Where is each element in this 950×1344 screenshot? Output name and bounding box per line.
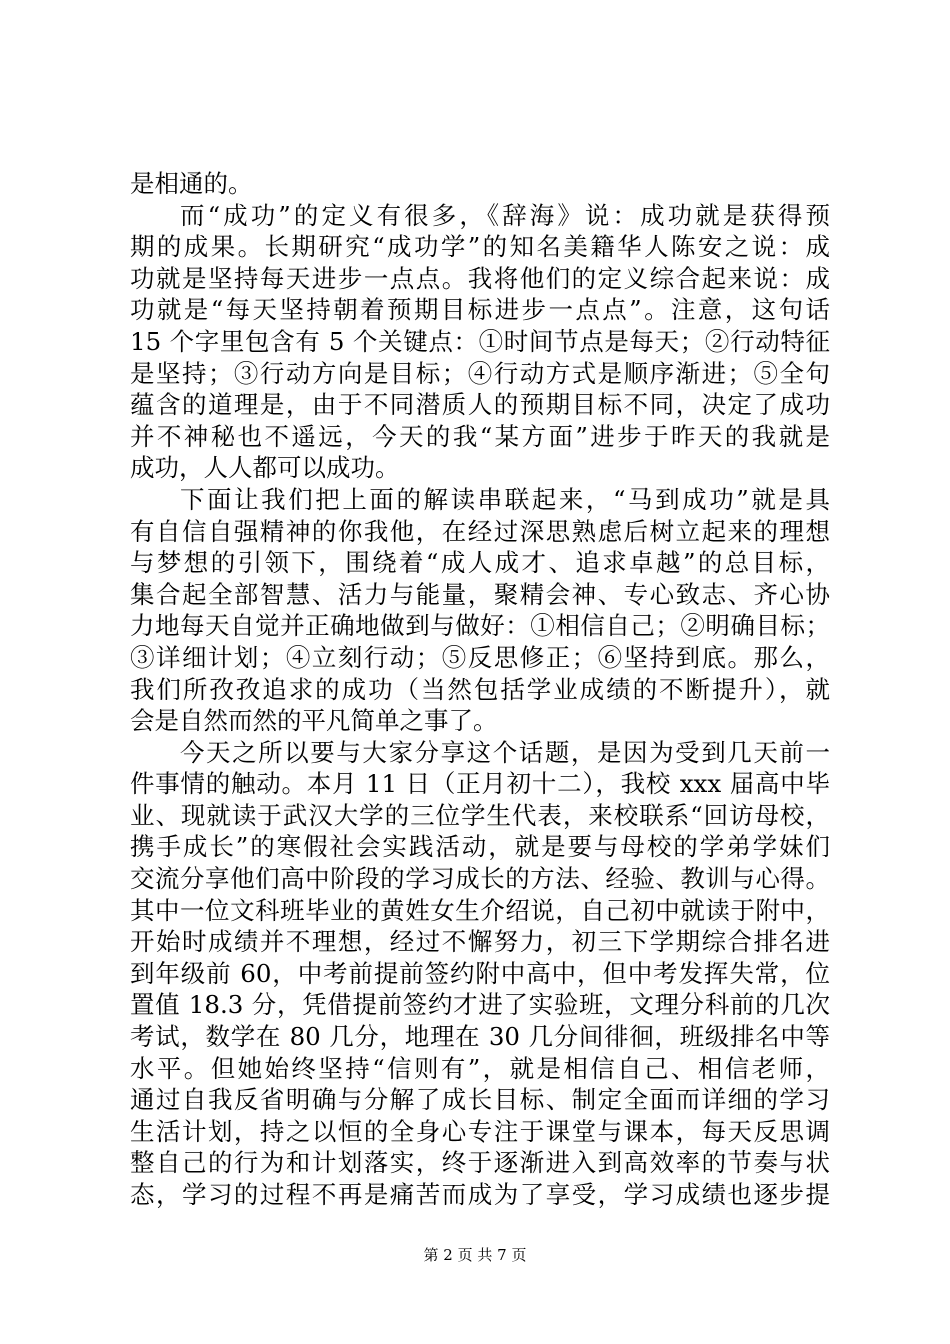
text-line: 蕴含的道理是，由于不同潜质人的预期目标不同，决定了成功 — [130, 390, 830, 420]
text-line: 是坚持；③行动方向是目标；④行动方式是顺序渐进；⑤全句 — [130, 358, 830, 388]
text-line: 开始时成绩并不理想，经过不懈努力，初三下学期综合排名进 — [130, 927, 830, 957]
text-line: 力地每天自觉并正确地做到与做好：①相信自己；②明确目标； — [130, 611, 830, 641]
text-line: 15 个字里包含有 5 个关键点：①时间节点是每天；②行动特征 — [130, 326, 830, 356]
page-number-footer: 第 2 页 共 7 页 — [423, 1246, 527, 1264]
text-line: 期的成果。长期研究“成功学”的知名美籍华人陈安之说：成 — [130, 232, 830, 262]
text-line: 其中一位文科班毕业的黄姓女生介绍说，自己初中就读于附中， — [130, 895, 830, 925]
text-line: 功就是坚持每天进步一点点。我将他们的定义综合起来说：成 — [130, 263, 830, 293]
text-line: 件事情的触动。本月 11 日（正月初十二），我校 xxx 届高中毕 — [130, 769, 830, 799]
text-line: 考试，数学在 80 几分，地理在 30 几分间徘徊，班级排名中等 — [130, 1022, 830, 1052]
text-line: 与梦想的引领下，围绕着“成人成才、追求卓越”的总目标， — [130, 548, 830, 578]
text-line: 携手成长”的寒假社会实践活动，就是要与母校的学弟学妹们 — [130, 832, 830, 862]
text-line: 成功，人人都可以成功。 — [130, 453, 400, 483]
text-line: 我们所孜孜追求的成功（当然包括学业成绩的不断提升），就 — [130, 674, 830, 704]
text-line: 而“成功”的定义有很多，《辞海》说：成功就是获得预 — [180, 200, 830, 230]
text-line: 下面让我们把上面的解读串联起来，“马到成功”就是具 — [180, 484, 830, 514]
text-line: 是相通的。 — [130, 169, 253, 198]
text-line: 态，学习的过程不再是痛苦而成为了享受，学习成绩也逐步提 — [130, 1180, 830, 1209]
text-line: 集合起全部智慧、活力与能量，聚精会神、专心致志、齐心协 — [130, 579, 830, 609]
text-line: 功就是“每天坚持朝着预期目标进步一点点”。注意，这句话 — [130, 295, 830, 325]
text-line: 整自己的行为和计划落实，终于逐渐进入到高效率的节奏与状 — [130, 1148, 830, 1178]
text-line: 并不神秘也不遥远，今天的我“某方面”进步于昨天的我就是 — [130, 421, 830, 451]
text-line: 会是自然而然的平凡简单之事了。 — [130, 706, 498, 736]
text-line: 通过自我反省明确与分解了成长目标、制定全面而详细的学习 — [130, 1085, 830, 1115]
text-line: 水平。但她始终坚持“信则有”，就是相信自己、相信老师， — [130, 1053, 830, 1083]
text-line: ③详细计划；④立刻行动；⑤反思修正；⑥坚持到底。那么， — [130, 642, 830, 672]
text-line: 今天之所以要与大家分享这个话题，是因为受到几天前一 — [180, 737, 830, 767]
text-line: 置值 18.3 分，凭借提前签约才进了实验班，文理分科前的几次 — [130, 990, 830, 1020]
text-line: 业、现就读于武汉大学的三位学生代表，来校联系“回访母校， — [130, 800, 830, 830]
text-line: 交流分享他们高中阶段的学习成长的方法、经验、教训与心得。 — [130, 864, 830, 894]
body-text — [130, 168, 830, 1211]
text-line: 生活计划，持之以恒的全身心专注于课堂与课本，每天反思调 — [130, 1116, 830, 1146]
text-line: 有自信自强精神的你我他，在经过深思熟虑后树立起来的理想 — [130, 516, 830, 546]
text-line: 到年级前 60，中考前提前签约附中高中，但中考发挥失常，位 — [130, 958, 830, 988]
